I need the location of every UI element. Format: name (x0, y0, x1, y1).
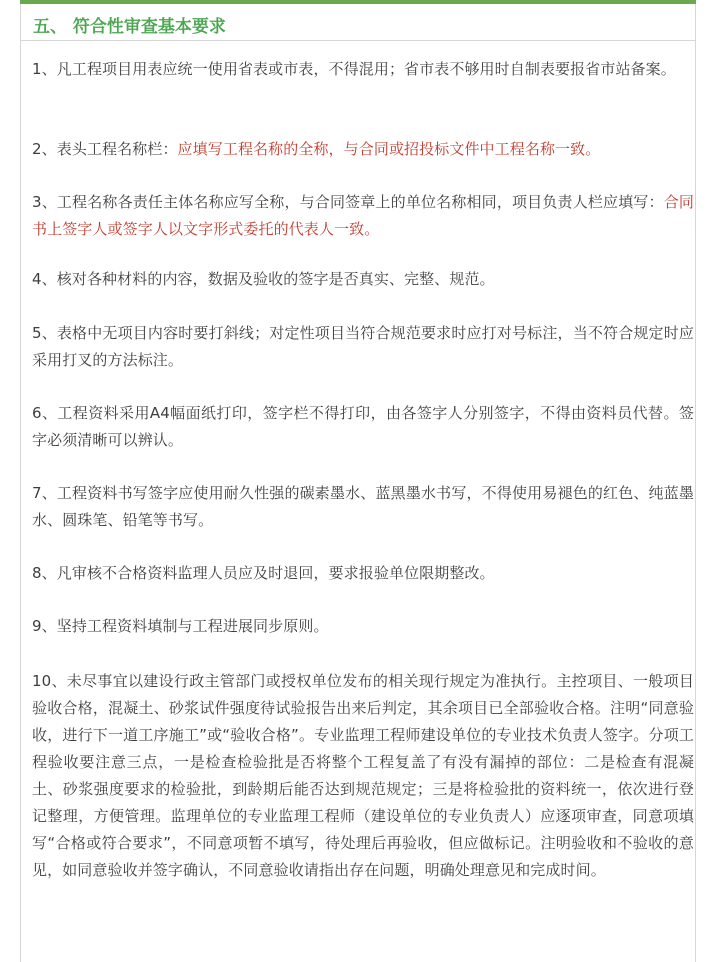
requirement-text: 10、未尽事宜以建设行政主管部门或授权单位发布的相关现行规定为准执行。主控项目、一般项目验收合格，混凝土、砂浆试件强度待试验报告出来后判定，其余项目已全部验收合格。注明“同意验收，进行下一道工序施工”或“验收合格”。专业监理工程师建设单位的专业技术负责人签字。分项工程验收要注意三点，一是检查检验批是否将整个工程复盖了有没有漏掉的部位：二是检查有混凝土、砂浆强度要求的检验批，到龄期后能否达到规范规定；三是将检验批的资料统一，依次进行登记整理，方便管理。监理单位的专业监理工程师（建设单位的专业负责人）应逐项审查，同意项填写“合格或符合要求”，不同意项暂不填写，待处理后再验收，但应做标记。注明验收和不验收的意见，如同意验收并签字确认，不同意验收请指出存在问题，明确处理意见和完成时间。 (32, 672, 694, 879)
requirement-highlight: 应填写工程名称的全称，与合同或招投标文件中工程名称一致。 (177, 140, 601, 158)
requirement-highlight: 合同书上签字人或签字人以文字形式委托的代表人一致。 (32, 193, 695, 238)
requirement-5 (32, 320, 694, 374)
section-title: 五、 符合性审查基本要求 (33, 17, 226, 37)
requirement-text: 7、工程资料书写签字应使用耐久性强的碳素墨水、蓝黑墨水书写，不得使用易褪色的红色、纯蓝墨水、圆珠笔、铅笔等书写。 (32, 484, 694, 529)
requirement-text: 9、坚持工程资料填制与工程进展同步原则。 (32, 617, 329, 635)
requirement-9 (32, 613, 694, 640)
article-section (20, 4, 696, 962)
requirement-10 (32, 668, 694, 884)
section-heading (21, 4, 695, 41)
requirement-prefix: 2、表头工程名称栏： (32, 140, 178, 158)
requirement-2 (32, 136, 694, 163)
requirement-6 (32, 400, 694, 454)
requirement-3 (32, 189, 694, 243)
requirement-text: 6、工程资料采用A4幅面纸打印，签字栏不得打印，由各签字人分别签字，不得由资料员代替。签字必须清晰可以辨认。 (32, 404, 694, 449)
requirement-7 (32, 480, 694, 534)
requirement-prefix: 3、工程名称各责任主体名称应写全称，与合同签章上的单位名称相同，项目负责人栏应填写： (32, 193, 664, 211)
requirement-text: 4、核对各种材料的内容，数据及验收的签字是否真实、完整、规范。 (32, 270, 495, 288)
requirement-text: 8、凡审核不合格资料监理人员应及时退回，要求报验单位限期整改。 (32, 564, 495, 582)
requirement-text: 5、表格中无项目内容时要打斜线；对定性项目当符合规范要求时应打对号标注，当不符合规定时应采用打叉的方法标注。 (32, 324, 694, 369)
requirement-8 (32, 560, 694, 587)
requirement-1 (32, 56, 694, 83)
requirement-text: 1、凡工程项目用表应统一使用省表或市表，不得混用；省市表不够用时自制表要报省市站备案。 (32, 60, 676, 78)
requirement-4 (32, 266, 694, 293)
